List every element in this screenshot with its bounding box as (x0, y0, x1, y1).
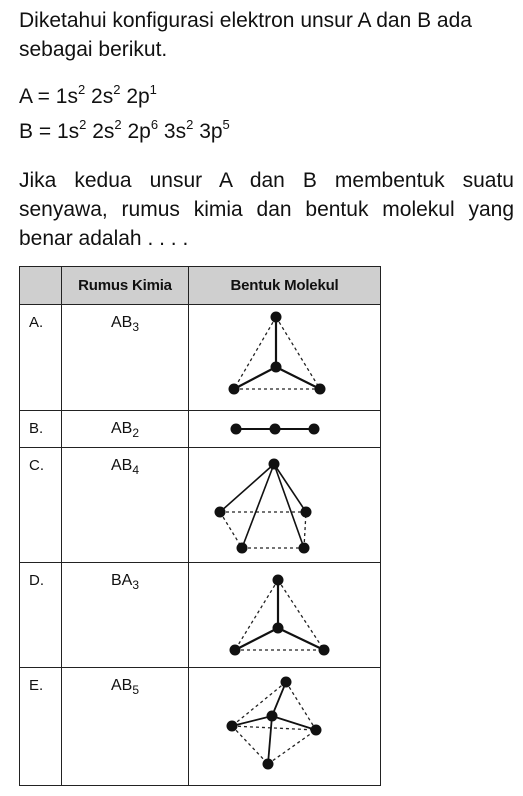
option-label: D. (29, 572, 44, 589)
atom (229, 645, 240, 656)
atom (270, 312, 281, 323)
atom (300, 507, 311, 518)
option-row-e[interactable] (20, 668, 381, 786)
solid-bond (276, 367, 320, 389)
formula: $AB_5$ (110, 677, 140, 697)
trigonal-pyramid-shape (190, 305, 380, 409)
option-label: B. (29, 420, 44, 437)
atom (268, 459, 279, 470)
config-b-prefix: B = (19, 120, 57, 143)
solid-bond (242, 464, 274, 548)
solid-bond (274, 464, 306, 512)
formula: $AB_3$ (110, 314, 140, 334)
config-b-term: $3p^5$ (199, 117, 230, 143)
formula: $AB_2$ (110, 420, 140, 440)
table-header-row (20, 267, 381, 305)
config-a-prefix: A = (19, 85, 56, 108)
config-b-term: $2p^6$ (127, 117, 159, 143)
atom (226, 721, 237, 732)
option-row-b[interactable] (20, 411, 381, 448)
solid-bond (220, 464, 274, 512)
question-intro: Diketahui konfigurasi elektron unsur A dan B ada sebagai berikut. (19, 9, 472, 61)
config-a-term: $2p^1$ (126, 82, 157, 108)
option-label: A. (29, 314, 44, 331)
header-option (20, 267, 62, 305)
atom (298, 543, 309, 554)
atom (262, 759, 273, 770)
atom (272, 623, 283, 634)
solid-bond (274, 464, 304, 548)
solid-bond (234, 367, 276, 389)
tetrahedral-shape (190, 448, 380, 560)
config-a (19, 84, 157, 110)
formula: $AB_4$ (110, 457, 140, 477)
question-prompt: Jika kedua unsur A dan B membentuk suatu senyawa, rumus kimia dan bentuk molekul yang benar adalah . . . . (19, 169, 514, 250)
formula: $BA_3$ (110, 572, 140, 592)
option-label: C. (29, 457, 44, 474)
atom (236, 543, 247, 554)
config-b (19, 119, 230, 145)
option-row-d[interactable] (20, 563, 381, 668)
atom (228, 384, 239, 395)
option-row-a[interactable] (20, 305, 381, 411)
atom (214, 507, 225, 518)
solid-bond (268, 716, 272, 764)
atom (310, 725, 321, 736)
atom (230, 424, 241, 435)
atom (270, 362, 281, 373)
solid-bond (278, 628, 324, 650)
config-b-term: $1s^2$ (56, 117, 87, 143)
config-b-term: $3s^2$ (163, 117, 194, 143)
dashed-bond (232, 726, 268, 764)
trigonal-bipyramid-shape (190, 668, 380, 780)
atom (314, 384, 325, 395)
trigonal-pyramid-shape (190, 563, 380, 665)
atom (318, 645, 329, 656)
atom (308, 424, 319, 435)
config-b-term: $2s^2$ (92, 117, 122, 143)
answer-options-table (19, 266, 381, 786)
atom (266, 711, 277, 722)
header-shape: Bentuk Molekul (189, 267, 381, 305)
solid-bond (272, 716, 316, 730)
atom (269, 424, 280, 435)
config-a-term: $2s^2$ (91, 82, 121, 108)
option-label: E. (29, 677, 44, 694)
config-a-term: $1s^2$ (55, 82, 86, 108)
dashed-bond (268, 730, 316, 764)
dashed-bond (220, 512, 242, 548)
linear-shape (190, 411, 380, 445)
header-formula: Rumus Kimia (62, 267, 189, 305)
atom (280, 677, 291, 688)
option-row-c[interactable] (20, 448, 381, 563)
atom (272, 575, 283, 586)
solid-bond (235, 628, 278, 650)
